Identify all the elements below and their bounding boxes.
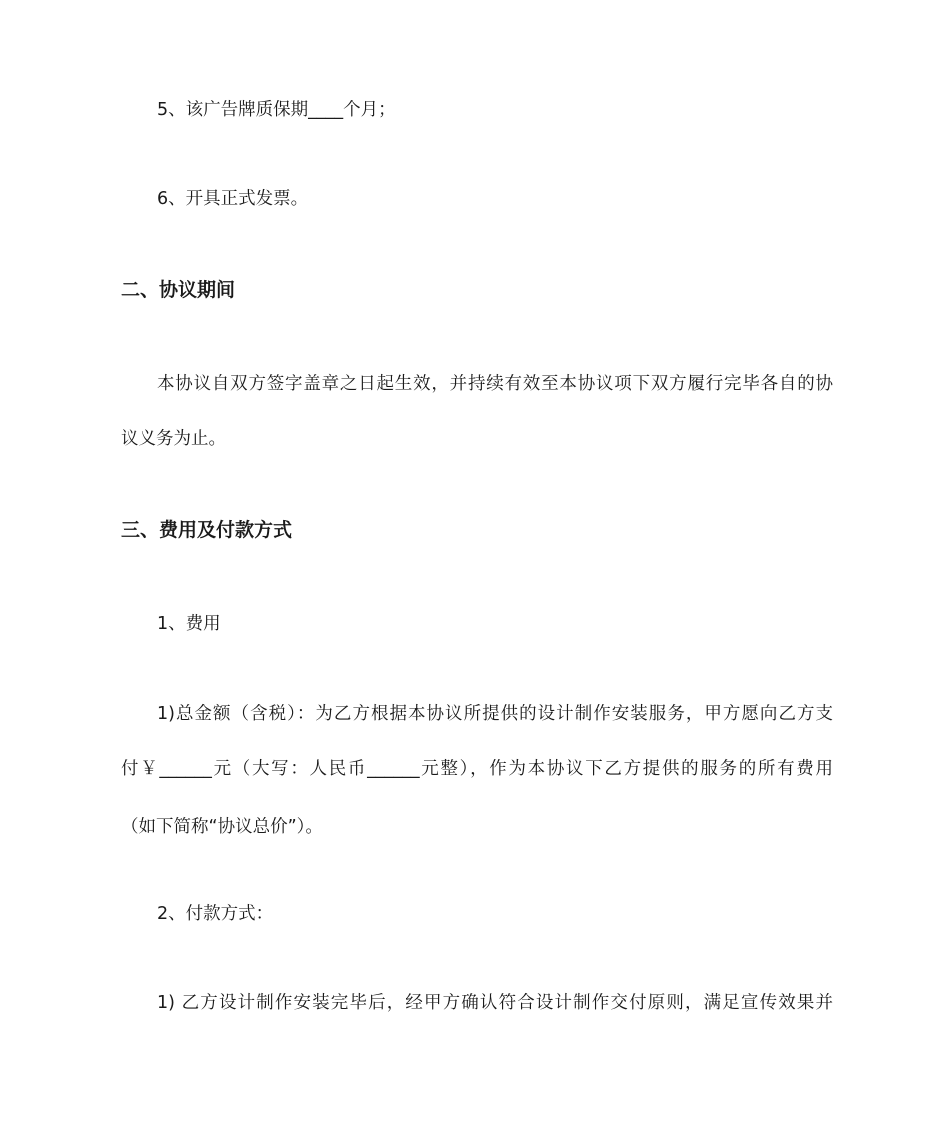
payment-subheading: 2、付款方式： [157,904,274,924]
fee-paragraph-line-2: 付￥______元（大写：人民币______元整），作为本协议下乙方提供的服务的所有费用 [121,759,833,779]
payment-paragraph-line-1: 1) 乙方设计制作安装完毕后，经甲方确认符合设计制作交付原则，满足宣传效果并 [157,993,833,1013]
fee-paragraph-line-3: （如下简称“协议总价”）。 [121,817,323,837]
fee-paragraph-line-1: 1)总金额（含税）：为乙方根据本协议所提供的设计制作安装服务，甲方愿向乙方支 [157,704,833,724]
clause-item-6: 6、开具正式发票。 [157,189,309,209]
agreement-period-paragraph-line-2: 议义务为止。 [121,429,226,449]
agreement-period-paragraph-line-1: 本协议自双方签字盖章之日起生效，并持续有效至本协议项下双方履行完毕各自的协 [157,374,833,394]
section-heading-agreement-period: 二、协议期间 [121,279,236,301]
section-heading-fees-payment: 三、费用及付款方式 [121,519,293,541]
clause-item-5: 5、该广告牌质保期____个月； [157,100,396,120]
fee-subheading: 1、费用 [157,614,221,634]
